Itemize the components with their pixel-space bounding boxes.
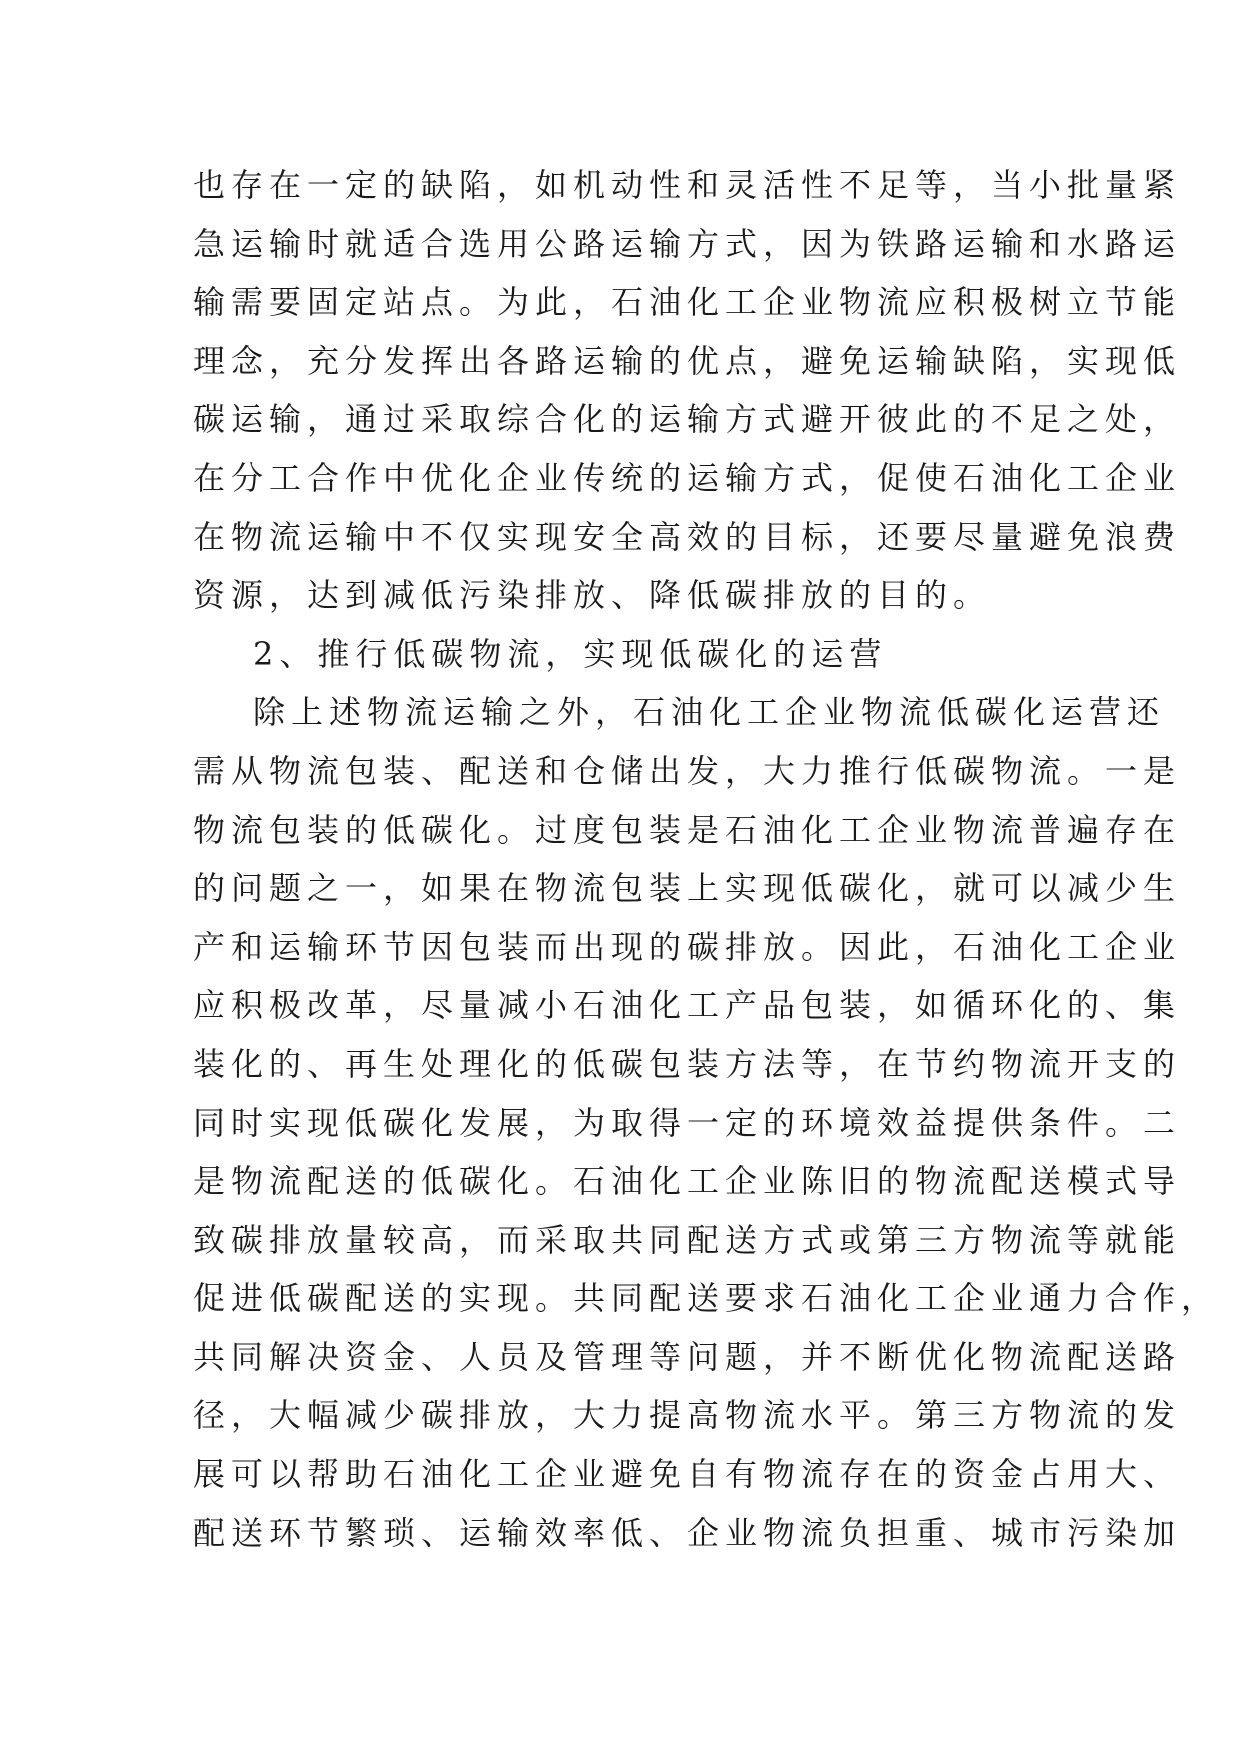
text-line: 物流包装的低碳化。过度包装是石油化工企业物流普遍存在 (193, 810, 1182, 849)
text-line: 配送环节繁琐、运输效率低、企业物流负担重、城市污染加 (193, 1513, 1182, 1552)
text-line: 促进低碳配送的实现。共同配送要求石油化工企业通力合作， (193, 1279, 1220, 1318)
text-line: 是物流配送的低碳化。石油化工企业陈旧的物流配送模式导 (193, 1162, 1182, 1201)
section-heading: 2、推行低碳物流，实现低碳化的运营 (253, 634, 888, 673)
text-line: 产和运输环节因包装而出现的碳排放。因此，石油化工企业 (193, 927, 1182, 966)
text-line: 致碳排放量较高，而采取共同配送方式或第三方物流等就能 (193, 1220, 1182, 1259)
text-line: 展可以帮助石油化工企业避免自有物流存在的资金占用大、 (193, 1455, 1182, 1494)
text-line: 在分工合作中优化企业传统的运输方式，促使石油化工企业 (193, 458, 1182, 497)
text-line: 急运输时就适合选用公路运输方式，因为铁路运输和水路运 (193, 224, 1182, 263)
body-text (193, 156, 1220, 1562)
text-line: 理念，充分发挥出各路运输的优点，避免运输缺陷，实现低 (193, 341, 1182, 380)
text-line: 在物流运输中不仅实现安全高效的目标，还要尽量避免浪费 (193, 517, 1182, 556)
text-line: 应积极改革，尽量减小石油化工产品包装，如循环化的、集 (193, 986, 1182, 1025)
text-line: 碳运输，通过采取综合化的运输方式避开彼此的不足之处， (193, 400, 1182, 439)
text-line: 共同解决资金、人员及管理等问题，并不断优化物流配送路 (193, 1337, 1182, 1376)
paragraph-first-line: 除上述物流运输之外，石油化工企业物流低碳化运营还 (253, 693, 1166, 732)
text-line: 径，大幅减少碳排放，大力提高物流水平。第三方物流的发 (193, 1396, 1182, 1435)
text-line: 的问题之一，如果在物流包装上实现低碳化，就可以减少生 (193, 869, 1182, 908)
text-line: 资源，达到减低污染排放、降低碳排放的目的。 (193, 576, 992, 615)
text-line: 装化的、再生处理化的低碳包装方法等，在节约物流开支的 (193, 1044, 1182, 1083)
text-line: 也存在一定的缺陷，如机动性和灵活性不足等，当小批量紧 (193, 166, 1182, 204)
text-line: 需从物流包装、配送和仓储出发，大力推行低碳物流。一是 (193, 751, 1182, 790)
text-line: 同时实现低碳化发展，为取得一定的环境效益提供条件。二 (193, 1103, 1182, 1142)
text-line: 输需要固定站点。为此，石油化工企业物流应积极树立节能 (193, 283, 1182, 322)
